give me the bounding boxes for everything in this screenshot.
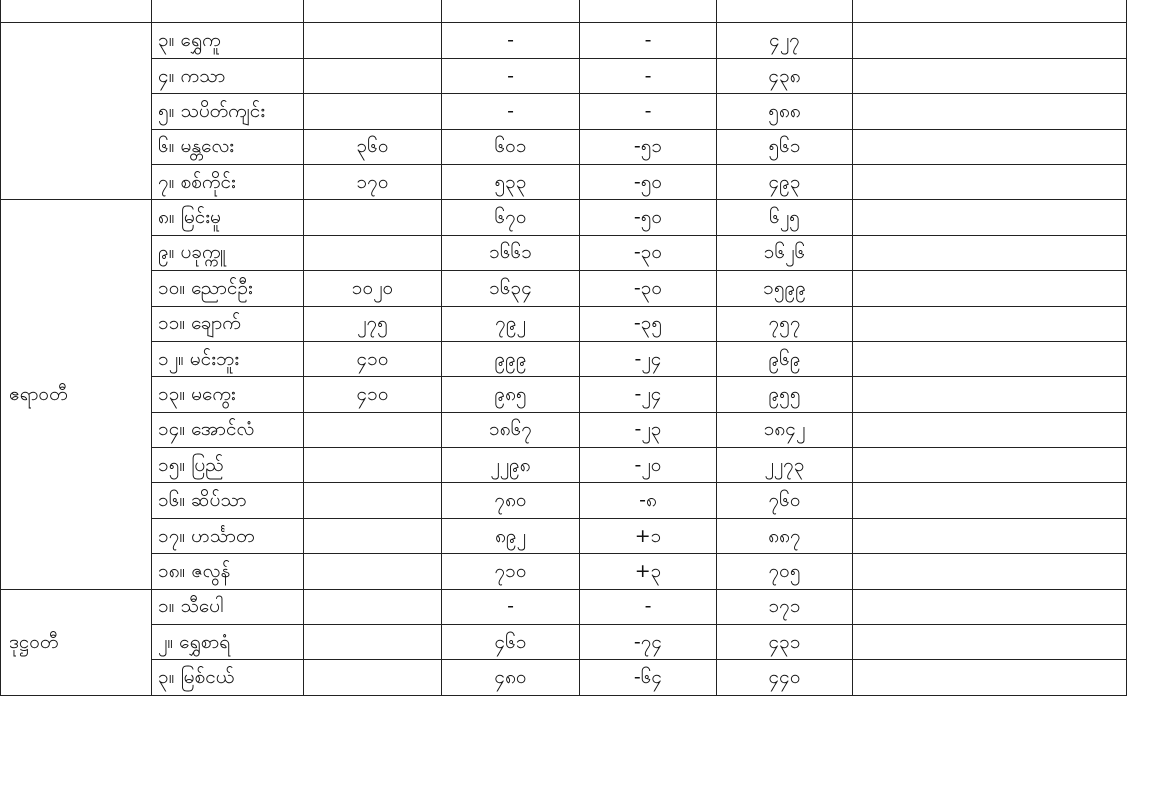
change-cell: -၂၄	[580, 341, 717, 376]
region-name-cell	[1, 23, 152, 200]
station-name-cell	[152, 0, 304, 23]
change-cell: +၁	[580, 518, 717, 553]
change-cell: -	[580, 94, 717, 129]
table-row	[1, 129, 1127, 164]
table-row	[1, 271, 1127, 306]
value-col2-cell: -	[442, 23, 580, 58]
remarks-cell	[853, 341, 1127, 376]
remarks-cell	[853, 23, 1127, 58]
value-col2-cell: ၂၂၉၈	[442, 448, 580, 483]
value-col1-cell	[304, 58, 442, 93]
table-row	[1, 518, 1127, 553]
remarks-cell	[853, 660, 1127, 695]
remarks-cell	[853, 0, 1127, 23]
table-row	[1, 200, 1127, 235]
value-col4-cell: ၇၆၀	[717, 483, 853, 518]
value-col1-cell	[304, 589, 442, 624]
value-col2-cell: ၇၉၂	[442, 306, 580, 341]
value-col2-cell: ၉၈၅	[442, 377, 580, 412]
value-col2-cell: ၁၆၆၁	[442, 235, 580, 270]
station-name-cell: ၁၅။ ပြည်	[152, 448, 304, 483]
station-name-cell: ၁၈။ ဇလွန်	[152, 554, 304, 589]
value-col2-cell: ၄၆၁	[442, 625, 580, 660]
value-col4-cell: ၇၀၅	[717, 554, 853, 589]
change-cell: -၇၄	[580, 625, 717, 660]
table-row	[1, 58, 1127, 93]
station-name-cell: ၉။ ပခုက္ကူ	[152, 235, 304, 270]
station-name-cell: ၇။ စစ်ကိုင်း	[152, 164, 304, 199]
table-row	[1, 235, 1127, 270]
value-col2-cell: -	[442, 589, 580, 624]
value-col2-cell: ၉၉၉	[442, 341, 580, 376]
region-name-cell: ဧရာဝတီ	[1, 200, 152, 589]
table-row	[1, 94, 1127, 129]
remarks-cell	[853, 271, 1127, 306]
value-col2-cell: ၄၈၀	[442, 660, 580, 695]
value-col1-cell	[304, 518, 442, 553]
value-col4-cell: ၁၅၉၉	[717, 271, 853, 306]
value-col1-cell	[304, 23, 442, 58]
value-col2-cell: -	[442, 94, 580, 129]
value-col1-cell	[304, 0, 442, 23]
value-col4-cell: ၄၂၇	[717, 23, 853, 58]
value-col4-cell: ၆၂၅	[717, 200, 853, 235]
value-col2-cell: ၇၁၀	[442, 554, 580, 589]
change-cell: -၃၀	[580, 235, 717, 270]
remarks-cell	[853, 589, 1127, 624]
table-row	[1, 0, 1127, 23]
value-col4-cell: ၉၅၅	[717, 377, 853, 412]
change-cell: -၅၀	[580, 200, 717, 235]
table-row	[1, 625, 1127, 660]
table-row	[1, 377, 1127, 412]
station-name-cell: ၄။ ကသာ	[152, 58, 304, 93]
remarks-cell	[853, 625, 1127, 660]
change-cell: -	[580, 589, 717, 624]
value-col4-cell: ၁၆၂၆	[717, 235, 853, 270]
value-col4-cell: ၅၈၈	[717, 94, 853, 129]
value-col4-cell: ၂၂၇၃	[717, 448, 853, 483]
change-cell: -၂၃	[580, 412, 717, 447]
value-col2-cell: -	[442, 58, 580, 93]
remarks-cell	[853, 306, 1127, 341]
station-name-cell: ၁၆။ ဆိပ်သာ	[152, 483, 304, 518]
value-col2-cell: ၈၉၂	[442, 518, 580, 553]
value-col1-cell: ၁၇၀	[304, 164, 442, 199]
value-col1-cell	[304, 448, 442, 483]
value-col1-cell	[304, 483, 442, 518]
remarks-cell	[853, 412, 1127, 447]
remarks-cell	[853, 235, 1127, 270]
value-col4-cell: ၁၈၄၂	[717, 412, 853, 447]
table-row	[1, 660, 1127, 695]
value-col1-cell: ၃၆၀	[304, 129, 442, 164]
value-col2-cell	[442, 0, 580, 23]
table-row	[1, 554, 1127, 589]
remarks-cell	[853, 483, 1127, 518]
value-col1-cell	[304, 94, 442, 129]
table-row	[1, 483, 1127, 518]
value-col4-cell: ၄၉၃	[717, 164, 853, 199]
value-col2-cell: ၁၆၃၄	[442, 271, 580, 306]
value-col4-cell: ၄၄၀	[717, 660, 853, 695]
station-name-cell: ၅။ သပိတ်ကျင်း	[152, 94, 304, 129]
value-col1-cell	[304, 200, 442, 235]
station-name-cell: ၃။ မြစ်ငယ်	[152, 660, 304, 695]
station-name-cell: ၃။ ရွှေကူ	[152, 23, 304, 58]
value-col1-cell: ၂၇၅	[304, 306, 442, 341]
station-name-cell: ၆။ မန္တလေး	[152, 129, 304, 164]
value-col2-cell: ၆၀၁	[442, 129, 580, 164]
table-row	[1, 164, 1127, 199]
remarks-cell	[853, 200, 1127, 235]
region-name-cell	[1, 0, 152, 23]
remarks-cell	[853, 164, 1127, 199]
value-col1-cell: ၁၀၂၀	[304, 271, 442, 306]
value-col4-cell: ၄၃၈	[717, 58, 853, 93]
station-name-cell: ၁၄။ အောင်လံ	[152, 412, 304, 447]
region-name-cell: ဒုဋ္ဌဝတီ	[1, 589, 152, 695]
station-name-cell: ၁၇။ ဟင်္သာတ	[152, 518, 304, 553]
remarks-cell	[853, 448, 1127, 483]
value-col1-cell: ၄၁၀	[304, 377, 442, 412]
change-cell: -	[580, 58, 717, 93]
remarks-cell	[853, 554, 1127, 589]
value-col2-cell: ၇၈၀	[442, 483, 580, 518]
value-col1-cell	[304, 412, 442, 447]
table-row	[1, 341, 1127, 376]
value-col4-cell: ၅၆၁	[717, 129, 853, 164]
station-name-cell: ၁၀။ ညောင်ဦး	[152, 271, 304, 306]
station-name-cell: ၁၂။ မင်းဘူး	[152, 341, 304, 376]
change-cell: -၂၀	[580, 448, 717, 483]
remarks-cell	[853, 129, 1127, 164]
value-col2-cell: ၅၃၃	[442, 164, 580, 199]
station-name-cell: ၈။ မြင်းမူ	[152, 200, 304, 235]
change-cell: -	[580, 23, 717, 58]
table-row	[1, 412, 1127, 447]
remarks-cell	[853, 377, 1127, 412]
value-col4-cell	[717, 0, 853, 23]
station-name-cell: ၂။ ရွှေစာရံ	[152, 625, 304, 660]
table-row	[1, 589, 1127, 624]
value-col4-cell: ၇၅၇	[717, 306, 853, 341]
change-cell: -၂၄	[580, 377, 717, 412]
value-col1-cell	[304, 235, 442, 270]
value-col1-cell: ၄၁၀	[304, 341, 442, 376]
remarks-cell	[853, 58, 1127, 93]
table-row	[1, 23, 1127, 58]
change-cell: -၈	[580, 483, 717, 518]
change-cell	[580, 0, 717, 23]
value-col2-cell: ၆၇၀	[442, 200, 580, 235]
value-col2-cell: ၁၈၆၇	[442, 412, 580, 447]
table-row	[1, 448, 1127, 483]
value-col1-cell	[304, 660, 442, 695]
change-cell: -၆၄	[580, 660, 717, 695]
change-cell: -၃၀	[580, 271, 717, 306]
value-col4-cell: ၈၈၇	[717, 518, 853, 553]
station-name-cell: ၁။ သီပေါ	[152, 589, 304, 624]
change-cell: -၅၀	[580, 164, 717, 199]
value-col4-cell: ၁၇၁	[717, 589, 853, 624]
table-row	[1, 306, 1127, 341]
station-name-cell: ၁၃။ မကွေး	[152, 377, 304, 412]
value-col4-cell: ၄၃၁	[717, 625, 853, 660]
value-col1-cell	[304, 554, 442, 589]
change-cell: -၅၁	[580, 129, 717, 164]
change-cell: +၃	[580, 554, 717, 589]
change-cell: -၃၅	[580, 306, 717, 341]
value-col1-cell	[304, 625, 442, 660]
remarks-cell	[853, 94, 1127, 129]
value-col4-cell: ၉၆၉	[717, 341, 853, 376]
station-name-cell: ၁၁။ ချောက်	[152, 306, 304, 341]
remarks-cell	[853, 518, 1127, 553]
